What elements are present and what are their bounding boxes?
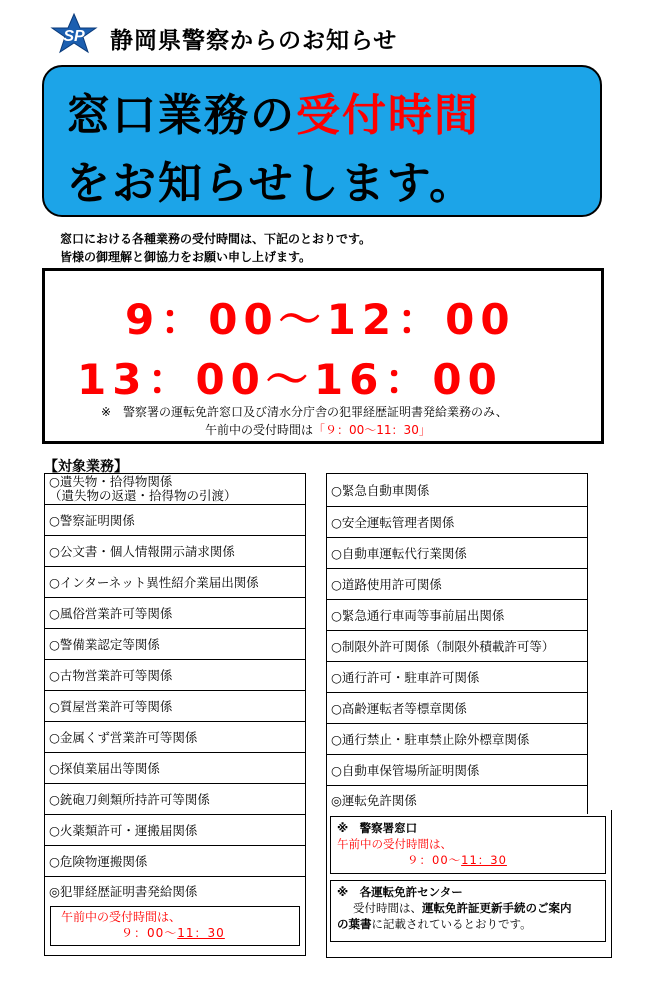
- right-sub1-line1: 午前中の受付時間は、: [337, 837, 452, 851]
- list-item: ○安全運転管理者関係: [326, 507, 588, 538]
- hours-note-2-red: 「９：00～11：30」: [313, 423, 431, 437]
- list-item: ○道路使用許可関係: [326, 569, 588, 600]
- police-logo: [42, 12, 106, 56]
- right-sub2-line2-suffix: に記載されているとおりです。: [371, 917, 532, 931]
- intro-text-2: 皆様の御理解と御協力をお願い申し上げます。: [60, 250, 312, 264]
- svg-text:SP: SP: [63, 28, 85, 45]
- right-sub2-line1: [337, 900, 599, 916]
- list-item: ○自動車保管場所証明関係: [326, 755, 588, 786]
- header-title: 静岡県警察からのお知らせ: [110, 28, 398, 54]
- list-item: ○古物営業許可等関係: [44, 660, 306, 691]
- list-item: ○高齢運転者等標章関係: [326, 693, 588, 724]
- list-item: ○風俗営業許可等関係: [44, 598, 306, 629]
- right-sub2-line2: [337, 916, 599, 932]
- left-sub-box: [50, 906, 300, 946]
- left-sub-time: [61, 925, 289, 941]
- left-column: [44, 473, 306, 905]
- right-sub2-title: ※ 各運転免許センター: [337, 885, 463, 899]
- list-item: ○質屋営業許可等関係: [44, 691, 306, 722]
- afternoon-hours: 13：00～16：00: [77, 355, 503, 404]
- list-item: ◎犯罪経歴証明書発給関係: [44, 877, 306, 905]
- right-sub1-time: [337, 852, 599, 868]
- list-item: ○警備業認定等関係: [44, 629, 306, 660]
- banner-line1-red: 受付時間: [296, 90, 480, 141]
- banner-line1-black: 窓口業務の: [66, 90, 296, 141]
- right-sub2-line1-prefix: 受付時間は、: [353, 901, 422, 915]
- right-sub-box-2: [330, 880, 606, 942]
- left-sub-line1: 午前中の受付時間は、: [61, 910, 182, 924]
- right-sub1-title: ※ 警察署窓口: [337, 821, 418, 835]
- list-item: ○火薬類許可・運搬届関係: [44, 815, 306, 846]
- list-item: ○緊急通行車両等事前届出関係: [326, 600, 588, 631]
- intro-text-1: 窓口における各種業務の受付時間は、下記のとおりです。: [60, 232, 372, 246]
- list-item: ○通行許可・駐車許可関係: [326, 662, 588, 693]
- list-item: ○インターネット異性紹介業届出関係: [44, 567, 306, 598]
- list-item: ○危険物運搬関係: [44, 846, 306, 877]
- police-emblem-icon: [42, 12, 106, 56]
- left-sub-time-prefix: ９：00～: [121, 926, 178, 940]
- hours-note-2: [205, 421, 431, 438]
- hours-note-2-prefix: 午前中の受付時間は: [205, 423, 314, 437]
- list-item: ○制限外許可関係（制限外積載許可等）: [326, 631, 588, 662]
- list-item: ○警察証明関係: [44, 505, 306, 536]
- list-item-sublabel: （遺失物の返還・拾得物の引渡）: [49, 488, 237, 503]
- banner-line2: をお知らせします。: [66, 158, 476, 209]
- right-sub2-line1-bold: 運転免許証更新手続のご案内: [422, 901, 572, 915]
- hours-box: [42, 268, 604, 444]
- announcement-banner: [42, 65, 602, 217]
- banner-line1: [66, 79, 480, 143]
- right-sub2-line2-bold: の葉書: [337, 917, 372, 931]
- list-item: ○銃砲刀剣類所持許可等関係: [44, 784, 306, 815]
- right-sub1-time-prefix: ９：00～: [407, 853, 462, 867]
- list-item: ○探偵業届出等関係: [44, 753, 306, 784]
- morning-hours: 9：00～12：00: [125, 295, 516, 344]
- list-item: ○公文書・個人情報開示請求関係: [44, 536, 306, 567]
- section-label: 【対象業務】: [44, 459, 128, 475]
- list-item: ◎運転免許関係: [326, 786, 588, 814]
- list-item: [44, 473, 306, 505]
- right-sub-box-1: [330, 816, 606, 874]
- hours-note-1: ※ 警察署の運転免許窓口及び清水分庁舎の犯罪経歴証明書発給業務のみ、: [101, 405, 508, 419]
- list-item: ○緊急自動車関係: [326, 473, 588, 507]
- list-item: ○通行禁止・駐車禁止除外標章関係: [326, 724, 588, 755]
- right-sub1-time-suffix: 11：30: [461, 853, 507, 867]
- list-item-label: ○遺失物・拾得物関係: [49, 474, 173, 489]
- right-column: [326, 473, 588, 814]
- list-item: ○自動車運転代行業関係: [326, 538, 588, 569]
- list-item: ○金属くず営業許可等関係: [44, 722, 306, 753]
- left-sub-time-suffix: 11：30: [177, 926, 225, 940]
